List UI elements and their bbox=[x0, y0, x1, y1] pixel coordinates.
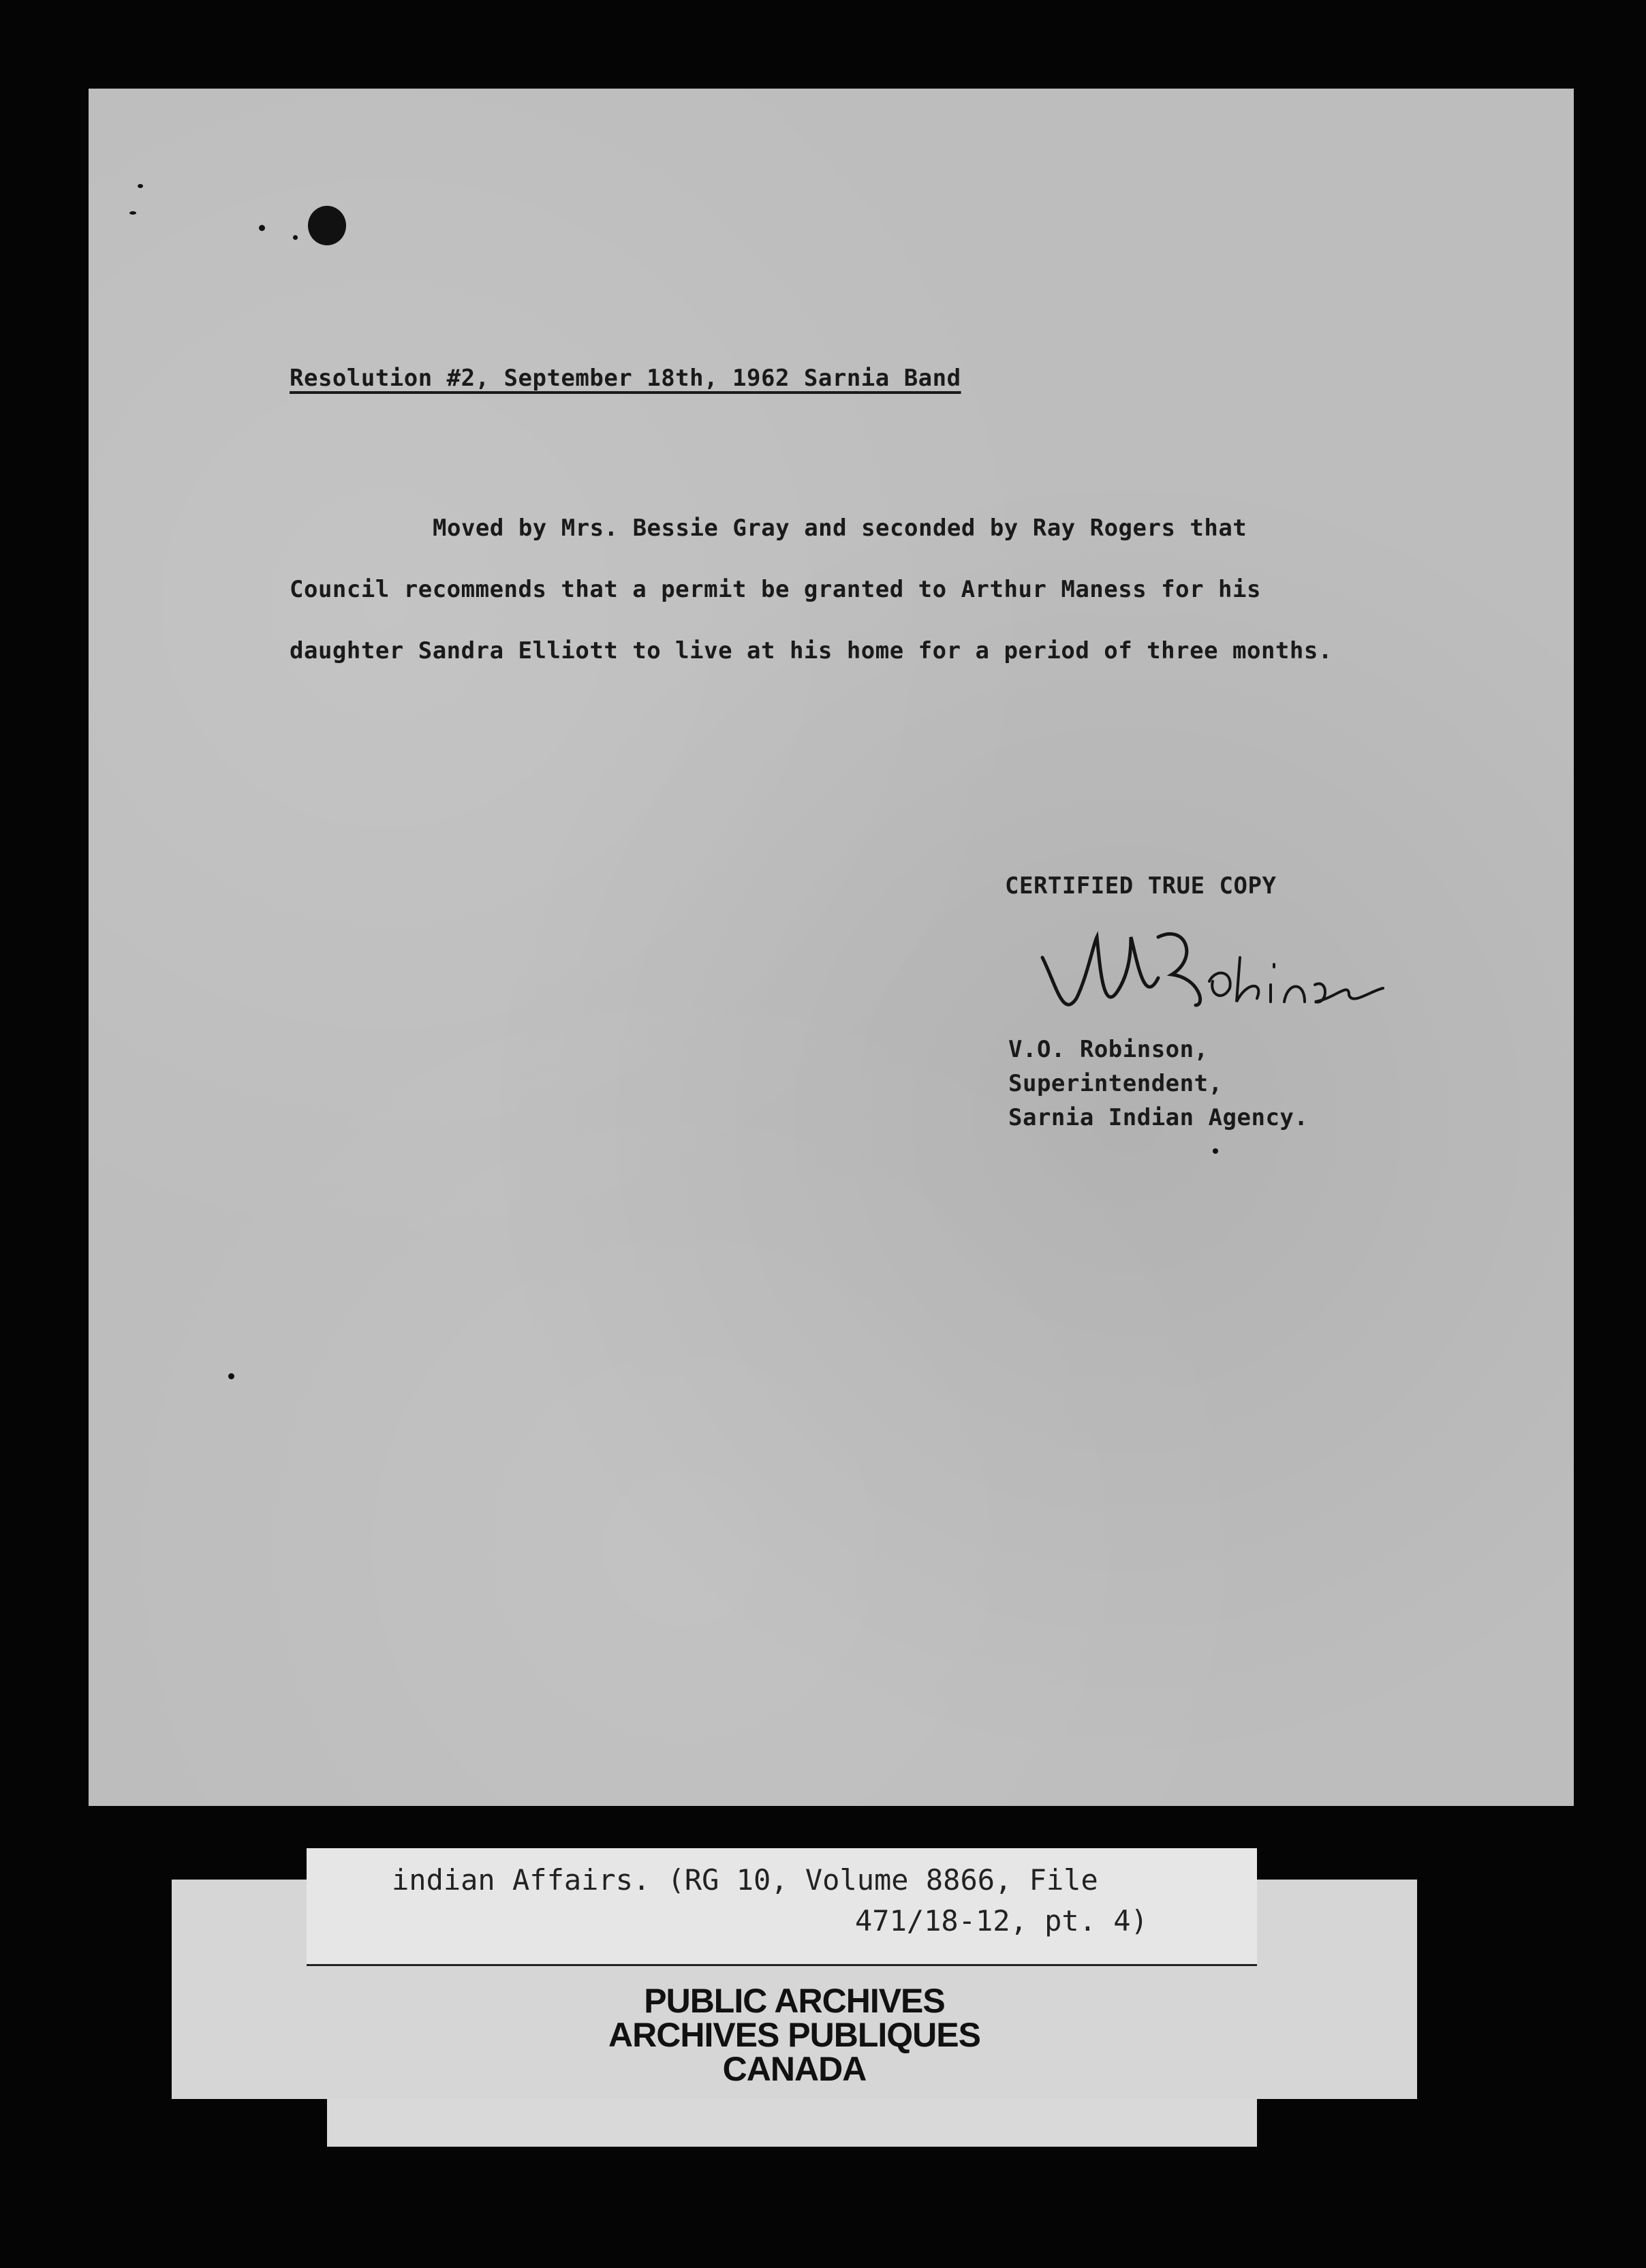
ink-speck bbox=[293, 235, 298, 240]
signatory-agency: Sarnia Indian Agency. bbox=[1008, 1104, 1309, 1131]
body-line: daughter Sandra Elliott to live at his home for a period of three months. bbox=[290, 637, 1333, 664]
reference-card bbox=[307, 1848, 1257, 1966]
ink-speck bbox=[1213, 1148, 1218, 1154]
reference-line: 471/18-12, pt. 4) bbox=[855, 1904, 1148, 1937]
body-line: Moved by Mrs. Bessie Gray and seconded by Ray Rogers that bbox=[433, 515, 1247, 542]
body-line: Council recommends that a permit be granted to Arthur Maness for his bbox=[290, 576, 1261, 603]
signatory-title: Superintendent, bbox=[1008, 1070, 1223, 1097]
ink-blot bbox=[308, 206, 346, 245]
stamp-line: ARCHIVES PUBLIQUES bbox=[608, 2016, 980, 2054]
certified-true-copy: CERTIFIED TRUE COPY bbox=[1005, 872, 1277, 900]
signatory-name: V.O. Robinson, bbox=[1008, 1036, 1209, 1063]
ink-speck bbox=[228, 1373, 234, 1379]
stamp-line: CANADA bbox=[722, 2050, 867, 2088]
ink-speck bbox=[259, 225, 265, 231]
reference-line: indian Affairs. (RG 10, Volume 8866, File bbox=[392, 1863, 1098, 1897]
label-strip bbox=[327, 2099, 1257, 2147]
ink-speck bbox=[138, 184, 143, 188]
ink-speck bbox=[129, 211, 136, 215]
signature bbox=[1029, 917, 1410, 1026]
stamp-line: PUBLIC ARCHIVES bbox=[644, 1982, 945, 2020]
resolution-heading: Resolution #2, September 18th, 1962 Sarnia Band bbox=[290, 365, 961, 392]
document-page bbox=[89, 89, 1574, 1806]
